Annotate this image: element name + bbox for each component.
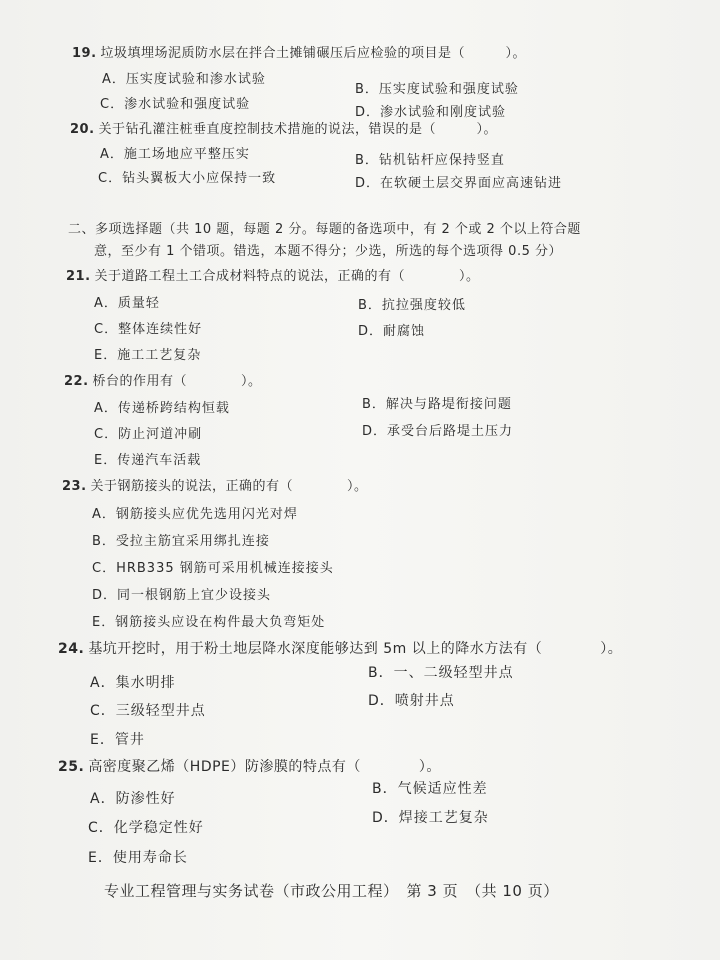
question-text: 垃圾填埋场泥质防水层在拌合土摊铺碾压后应检验的项目是（ ）。 <box>100 46 527 61</box>
question-number: 20. <box>70 122 95 137</box>
q22-option-c: C．防止河道冲刷 <box>94 427 203 442</box>
question-text: 基坑开挖时，用于粉土地层降水深度能够达到 5m 以上的降水方法有（ ）。 <box>88 641 623 657</box>
q22-option-d: D．承受台后路堤土压力 <box>362 424 514 439</box>
q19-option-d: D．渗水试验和刚度试验 <box>355 105 507 120</box>
section-heading-line-2: 意，至少有 1 个错项。错选，本题不得分；少选，所选的每个选项得 0.5 分） <box>94 244 562 259</box>
q23-option-c: C．HRB335 钢筋可采用机械连接接头 <box>92 561 334 576</box>
q20-option-d: D．在软硬土层交界面应高速钻进 <box>355 176 563 191</box>
q19-option-a: A．压实度试验和渗水试验 <box>102 72 266 87</box>
question-number: 21. <box>66 269 91 284</box>
q22-option-b: B．解决与路堤衔接问题 <box>362 397 512 412</box>
q19-option-b: B．压实度试验和强度试验 <box>355 82 519 97</box>
q20-option-a: A．施工场地应平整压实 <box>100 147 250 162</box>
q20-option-c: C．钻头翼板大小应保持一致 <box>98 171 277 186</box>
question-number: 23. <box>62 479 87 494</box>
q23-option-d: D．同一根钢筋上宜少设接头 <box>92 588 272 603</box>
question-number: 22. <box>64 374 89 389</box>
q24-option-e: E．管井 <box>90 732 145 748</box>
q25-option-d: D．焊接工艺复杂 <box>372 810 489 826</box>
q24-option-c: C．三级轻型井点 <box>90 703 206 719</box>
q21-option-a: A．质量轻 <box>94 296 160 311</box>
q19-option-c: C．渗水试验和强度试验 <box>100 97 251 112</box>
question-text: 桥台的作用有（ ）。 <box>92 374 262 389</box>
question-21-stem <box>66 265 480 284</box>
question-text: 高密度聚乙烯（HDPE）防渗膜的特点有（ ）。 <box>88 759 441 775</box>
question-number: 24. <box>58 641 85 657</box>
question-19-stem <box>72 42 526 61</box>
q21-option-d: D．耐腐蚀 <box>358 324 426 339</box>
q25-option-c: C．化学稳定性好 <box>88 820 204 836</box>
question-number: 25. <box>58 759 85 775</box>
question-text: 关于钢筋接头的说法，正确的有（ ）。 <box>90 479 368 494</box>
q20-option-b: B．钻机钻杆应保持竖直 <box>355 153 505 168</box>
q21-option-c: C．整体连续性好 <box>94 322 203 337</box>
question-text: 关于钻孔灌注桩垂直度控制技术措施的说法，错误的是（ ）。 <box>98 122 498 137</box>
q23-option-a: A．钢筋接头应优先选用闪光对焊 <box>92 507 298 522</box>
q24-option-b: B．一、二级轻型井点 <box>368 665 514 681</box>
question-number: 19. <box>72 46 97 61</box>
question-22-stem <box>64 370 262 389</box>
q22-option-a: A．传递桥跨结构恒载 <box>94 401 230 416</box>
q22-option-e: E．传递汽车活载 <box>94 453 202 468</box>
q25-option-e: E．使用寿命长 <box>88 850 188 866</box>
q25-option-a: A．防渗性好 <box>90 791 176 807</box>
q21-option-b: B．抗拉强度较低 <box>358 298 466 313</box>
question-text: 关于道路工程土工合成材料特点的说法，正确的有（ ）。 <box>94 269 480 284</box>
page-footer: 专业工程管理与实务试卷（市政公用工程） 第 3 页 （共 10 页） <box>104 882 559 900</box>
q23-option-b: B．受拉主筋宜采用绑扎连接 <box>92 534 270 549</box>
q24-option-a: A．集水明排 <box>90 675 176 691</box>
q25-option-b: B．气候适应性差 <box>372 781 488 797</box>
question-24-stem <box>58 638 622 658</box>
q23-option-e: E．钢筋接头应设在构件最大负弯矩处 <box>92 615 326 630</box>
question-20-stem <box>70 118 497 137</box>
question-25-stem <box>58 756 441 776</box>
question-23-stem <box>62 475 368 494</box>
q24-option-d: D．喷射井点 <box>368 693 455 709</box>
q21-option-e: E．施工工艺复杂 <box>94 348 202 363</box>
section-heading-line-1: 二、多项选择题（共 10 题，每题 2 分。每题的备选项中，有 2 个或 2 个以上符合题 <box>68 222 581 237</box>
